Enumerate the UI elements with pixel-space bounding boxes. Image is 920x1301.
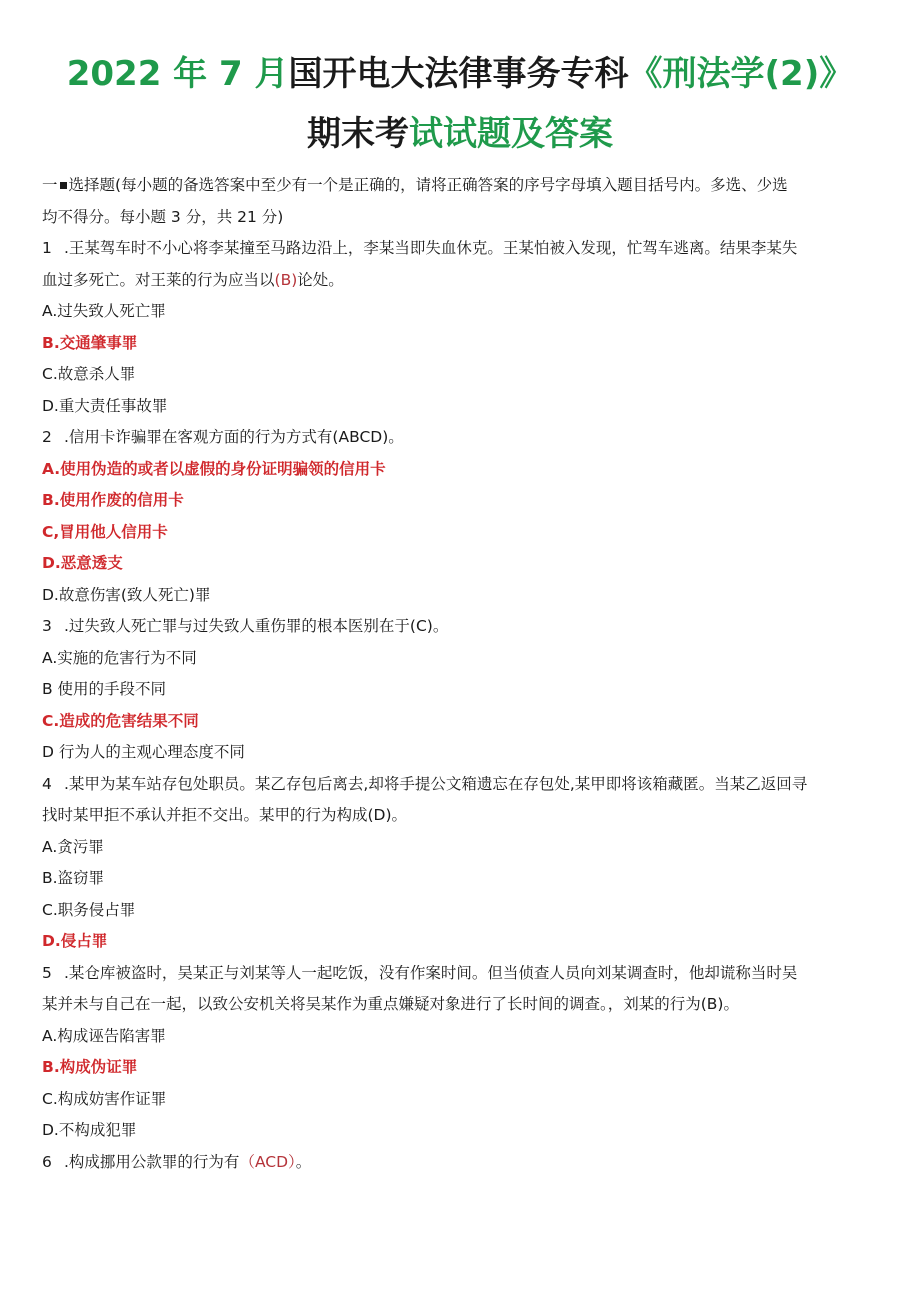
title-exam: 期末考	[307, 114, 409, 154]
option-correct: C,冒用他人信用卡	[42, 522, 168, 541]
question-number: 2	[42, 428, 52, 446]
question-text: .某仓库被盗时，吴某正与刘某等人一起吃饭，没有作案时间。但当侦查人员向刘某调查时，他却谎称当时吴	[64, 963, 798, 982]
question-1	[42, 233, 882, 265]
option: D 行为人的主观心理态度不同	[42, 743, 245, 761]
document-title-line-1	[0, 52, 920, 96]
title-course: 《刑法学(2)》	[628, 54, 854, 94]
question-text: 论处。	[297, 270, 344, 289]
question-text: .过失致人死亡罪与过失致人重伤罪的根本医别在于(C)。	[64, 617, 449, 635]
option: C.职务侵占罪	[42, 900, 136, 919]
question-text: 血过多死亡。对王莱的行为应当以	[42, 270, 275, 289]
title-answers: 试试题及答案	[409, 114, 613, 154]
option-correct: B.使用作废的信用卡	[42, 491, 184, 509]
option: C.故意杀人罪	[42, 365, 136, 383]
option-correct: D.侵占罪	[42, 932, 108, 950]
question-number: 5	[42, 963, 52, 982]
question-number: 6	[42, 1152, 52, 1171]
option-correct: D.恶意透支	[42, 554, 123, 572]
question-1-cont	[42, 265, 882, 297]
question-5-cont: 某并未与自己在一起，以致公安机关将吴某作为重点嫌疑对象进行了长时间的调查。，刘某的行为(B)。	[42, 995, 739, 1013]
question-number: 4	[42, 774, 52, 793]
option: B.盗窃罪	[42, 869, 105, 887]
option-correct: C.造成的危害结果不同	[42, 711, 199, 730]
section-instructions: 选择题(每小题的备选答案中至少有一个是正确的，请将正确答案的序号字母填入题目括号内。多选、少选	[68, 176, 788, 194]
document-title-line-2	[0, 112, 920, 156]
section-prefix: 一	[42, 176, 58, 194]
question-3	[42, 611, 882, 643]
question-text: .信用卡诈骗罪在客观方面的行为方式有(ABCD)。	[64, 428, 404, 446]
option: D.重大责任事故罪	[42, 396, 168, 415]
option: A.贪污罪	[42, 837, 104, 856]
option: C.构成妨害作证罪	[42, 1089, 167, 1108]
title-school: 国开电大法律事务专科	[288, 54, 629, 94]
option-correct: A.使用伪造的或者以虚假的身份证明骗领的信用卡	[42, 459, 386, 478]
title-date: 2022 年 7 月	[66, 54, 289, 94]
question-2	[42, 422, 882, 454]
option: D.故意伤害(致人死亡)罪	[42, 585, 211, 604]
option: D.不构成犯罪	[42, 1121, 137, 1139]
question-number: 3	[42, 617, 52, 635]
document-body	[42, 170, 882, 1178]
question-6	[42, 1147, 882, 1179]
option: A.实施的危害行为不同	[42, 648, 197, 667]
answer-key: (B)	[274, 270, 298, 289]
question-4-cont: 找时某甲拒不承认并拒不交出。某甲的行为构成(D)。	[42, 806, 408, 824]
answer-key: （ACD）	[239, 1152, 296, 1171]
square-bullet-icon	[60, 182, 67, 189]
question-text: .某甲为某车站存包处职员。某乙存包后离去,却将手提公文箱遗忘在存包处,某甲即将该箱藏匿。当某乙返回寻	[64, 774, 808, 793]
section-heading	[42, 170, 882, 202]
question-text: .王某驾车时不小心将李某撞至马路边沿上，李某当即失血休克。王某怕被入发现，忙驾车逃离。结果李某失	[64, 239, 798, 257]
option: B 使用的手段不同	[42, 680, 167, 698]
option-correct: B.交通肇事罪	[42, 333, 138, 352]
question-text: .构成挪用公款罪的行为有	[64, 1152, 240, 1171]
question-text: 。	[295, 1152, 312, 1171]
question-number: 1	[42, 239, 52, 257]
question-4	[42, 769, 882, 801]
option-correct: B.构成伪证罪	[42, 1058, 138, 1076]
option: A.构成诬告陷害罪	[42, 1026, 166, 1045]
option: A.过失致人死亡罪	[42, 302, 166, 320]
question-5	[42, 958, 882, 990]
section-instructions-cont: 均不得分。每小题 3 分，共 21 分)	[42, 207, 284, 226]
